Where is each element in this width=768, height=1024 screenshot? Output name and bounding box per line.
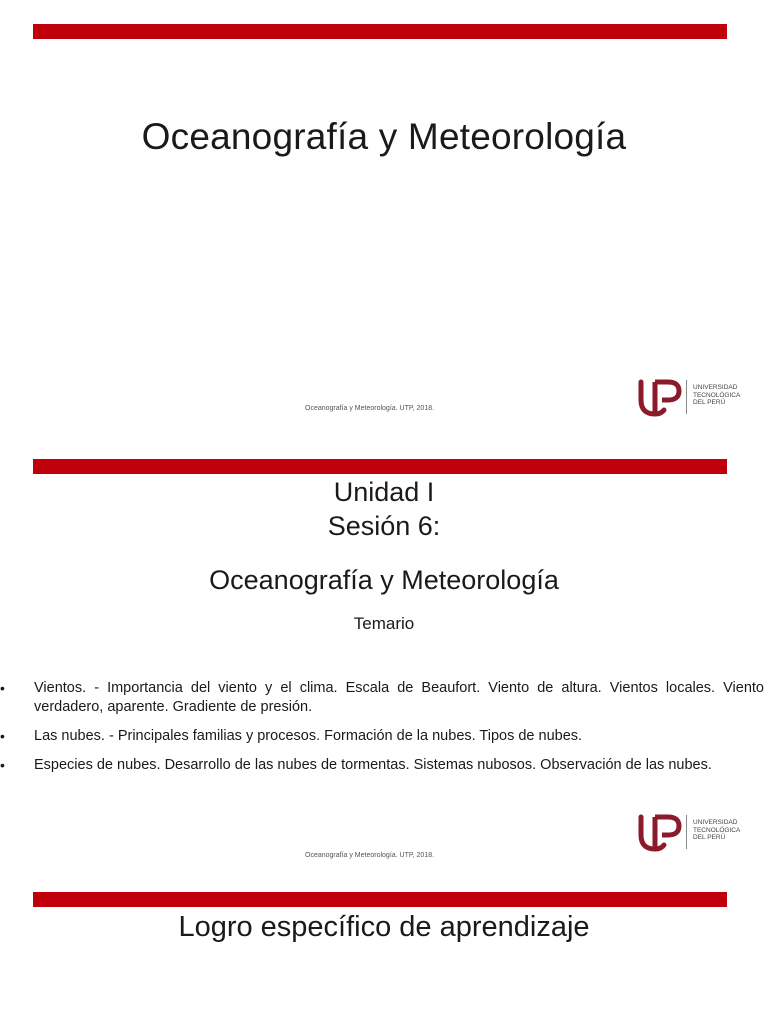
course-title: Oceanografía y Meteorología (209, 565, 559, 595)
logo-divider (686, 815, 687, 849)
top-red-bar (33, 459, 727, 474)
logo-divider (686, 380, 687, 414)
list-item: • Especies de nubes. Desarrollo de las nubes de tormentas. Sistemas nubosos. Observación de las nubes. (0, 757, 712, 773)
learning-goal-title: Logro específico de aprendizaje (178, 911, 590, 943)
list-item: • Las nubes. - Principales familias y procesos. Formación de la nubes. Tipos de nubes. (0, 728, 583, 744)
utp-logo-icon (638, 813, 682, 853)
bullet-icon: • (0, 728, 5, 744)
bullet-icon: • (0, 757, 5, 773)
session-label: Sesión 6: (327, 511, 441, 541)
utp-logo (638, 378, 753, 418)
top-red-bar (33, 24, 727, 39)
slide-title-heading: Oceanografía y Meteorología (141, 116, 627, 157)
slide-learning-goal (0, 885, 768, 1024)
utp-logo (638, 813, 753, 853)
top-red-bar (33, 892, 727, 907)
bullet-icon: • (0, 680, 5, 696)
slide-title (0, 0, 768, 445)
agenda-subtitle: Temario (353, 614, 415, 633)
slide-agenda (0, 445, 768, 885)
utp-logo-icon (638, 378, 682, 418)
unit-label: Unidad I (333, 477, 435, 507)
topic-list (0, 679, 768, 785)
slide-footer: Oceanografía y Meteorología. UTP, 2018. (305, 405, 435, 412)
logo-wordmark: UNIVERSIDAD TECNOLÓGICA DEL PERÚ (693, 384, 741, 407)
list-item: • Vientos. - Importancia del viento y el clima. Escala de Beaufort. Viento de altura. Vientos locales. Viento verdadero, aparente. Gradiente de presión. (0, 680, 764, 715)
logo-wordmark: UNIVERSIDAD TECNOLÓGICA DEL PERÚ (693, 819, 741, 842)
slide-footer: Oceanografía y Meteorología. UTP, 2018. (305, 852, 435, 859)
